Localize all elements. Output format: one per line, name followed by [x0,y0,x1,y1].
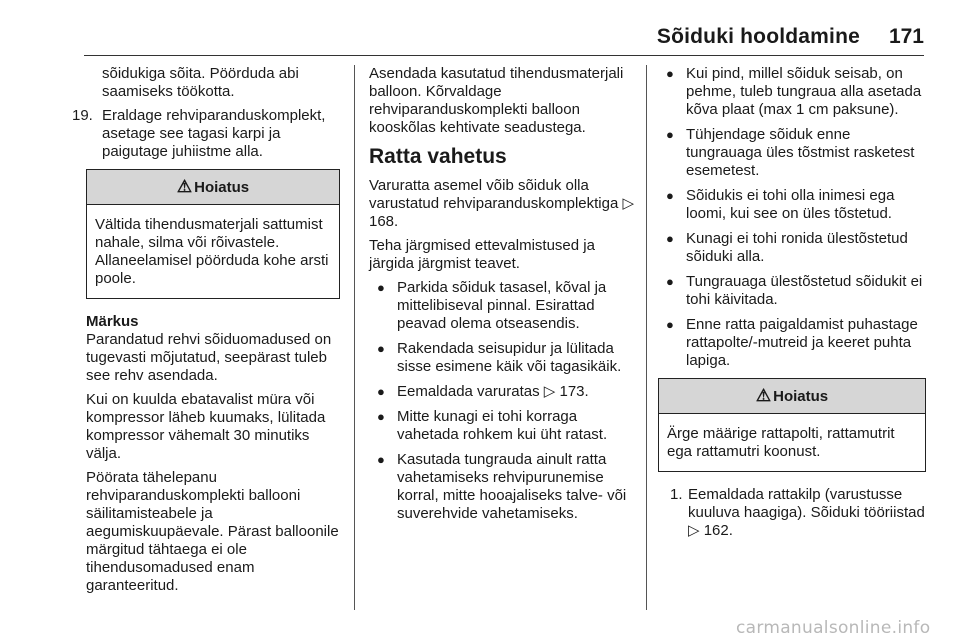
list-item [658,126,926,180]
header-rule [84,55,924,56]
bullet-icon: ● [666,317,674,332]
header-title: Sõiduki hooldamine [656,25,860,48]
bullet-icon: ● [666,274,674,289]
column-2 [369,65,637,530]
warning-icon: ⚠ [755,386,772,405]
bullet-icon: ● [666,66,674,81]
list-item-reference: 173. [559,383,589,400]
list-item [658,65,926,119]
warning-text: Vältida tihendusmaterjali sattumist nahale, silma või rõivastele. Allaneelamisel pöörduda kohe arsti poole. [95,216,329,287]
step-1 [658,486,926,540]
bullet-icon: ● [666,127,674,142]
note-paragraph-1: Parandatud rehvi sõiduomadused on tugevasti mõjutatud, seepärast tuleb see rehv asendada. [86,331,332,384]
warning-box [86,169,340,299]
list-item-text: Enne ratta paigaldamist puhastage rattapolte/-mutreid ja keeret puhta lapiga. [686,316,918,369]
note-label: Märkus [86,313,139,330]
page-reference-arrow-icon: ▷ [543,383,556,400]
list-item-text: Kui pind, millel sõiduk seisab, on pehme, tuleb tungraua alla asetada kõva plaat (max 1 cm paksune). [686,65,922,118]
list-item-text: Mitte kunagi ei tohi korraga vahetada rohkem kui üht ratast. [397,408,608,443]
page-number: 171 [888,25,924,48]
bullet-icon: ● [377,341,385,356]
list-item-text: Eemaldada varuratas [397,383,540,400]
intro-paragraph: Asendada kasutatud tihendusmaterjali balloon. Kõrvaldage rehviparanduskomplekti balloon kooskõlas kehtivate seadustega. [369,65,624,136]
bullet-icon: ● [666,188,674,203]
list-item-text: Kunagi ei tohi ronida ülestõstetud sõiduki alla. [686,230,908,265]
warning-text: Ärge määrige rattapolti, rattamutrit ega rattamutri koonust. [667,425,895,460]
list-item-text: Sõidukis ei tohi olla inimesi ega loomi, kui see on üles tõstetud. [686,187,895,222]
note-paragraph-2: Kui on kuulda ebatavalist müra või kompressor läheb kuumaks, lülitada kompressor vähemalt 30 minutiks välja. [86,391,326,462]
note-paragraph-3: Pöörata tähelepanu rehviparanduskomplekti ballooni säilitamisteabele ja aegumiskuupäevale. Pärast balloonile märgitud tähtaega ei ole tihendusomadused enam garanteeritud. [86,469,339,594]
step-19-number: 19. [72,107,93,124]
bullet-list [658,65,926,370]
list-item [369,279,637,333]
step-1-text: Eemaldada rattakilp (varustusse kuuluva haagiga). Sõiduki tööriistad [688,486,925,521]
list-item [658,187,926,223]
bullet-icon: ● [377,384,385,399]
step-1-number: 1. [670,486,683,503]
watermark: carmanualsonline.info [736,618,931,638]
list-item [369,408,637,444]
warning-box [658,378,926,472]
bullet-icon: ● [377,409,385,424]
page-reference-arrow-icon: ▷ [622,195,635,212]
warning-title: Hoiatus [773,388,829,405]
warning-icon: ⚠ [176,177,193,196]
paragraph-1 [369,177,637,231]
list-item-text: Tühjendage sõiduk enne tungrauaga üles tõstmist rasketest esemetest. [686,126,915,179]
warning-header [87,170,339,205]
list-item-text: Kasutada tungrauda ainult ratta vahetamiseks rehvipurunemise korral, mitte hooajaliseks talve- või suverehvide vahetamiseks. [397,451,627,522]
step-1-reference: 162. [703,522,733,539]
warning-title: Hoiatus [194,179,250,196]
section-heading: Ratta vahetus [369,145,507,168]
list-item [658,230,926,266]
column-1 [72,65,340,601]
list-item-text: Parkida sõiduk tasasel, kõval ja mittelibiseval pinnal. Esirattad peavad olema otseasendis. [397,279,607,332]
warning-header [659,379,925,414]
column-divider-2 [646,65,647,610]
bullet-icon: ● [377,452,385,467]
list-item [369,383,637,401]
bullet-icon: ● [666,231,674,246]
step-19 [72,107,340,161]
list-item [658,273,926,309]
bullet-list [369,279,637,523]
list-item-text: Tungrauaga ülestõstetud sõidukit ei tohi käivitada. [686,273,923,308]
step-19-text: Eraldage rehviparanduskomplekt, asetage see tagasi karpi ja paigutage juhiistme alla. [102,107,326,160]
paragraph-2: Teha järgmised ettevalmistused ja järgida järgmist teavet. [369,237,595,272]
bullet-icon: ● [377,280,385,295]
paragraph-1-reference: 168. [369,213,399,230]
step-18-continuation: sõidukiga sõita. Pöörduda abi saamiseks töökotta. [102,65,299,100]
list-item [658,316,926,370]
list-item [369,340,637,376]
paragraph-1-text: Varuratta asemel võib sõiduk olla varustatud rehviparanduskomplektiga [369,177,619,212]
list-item [369,451,637,523]
list-item-text: Rakendada seisupidur ja lülitada sisse esimene käik või tagasikäik. [397,340,622,375]
page-reference-arrow-icon: ▷ [688,522,700,539]
column-divider-1 [354,65,355,610]
column-3 [658,65,926,546]
